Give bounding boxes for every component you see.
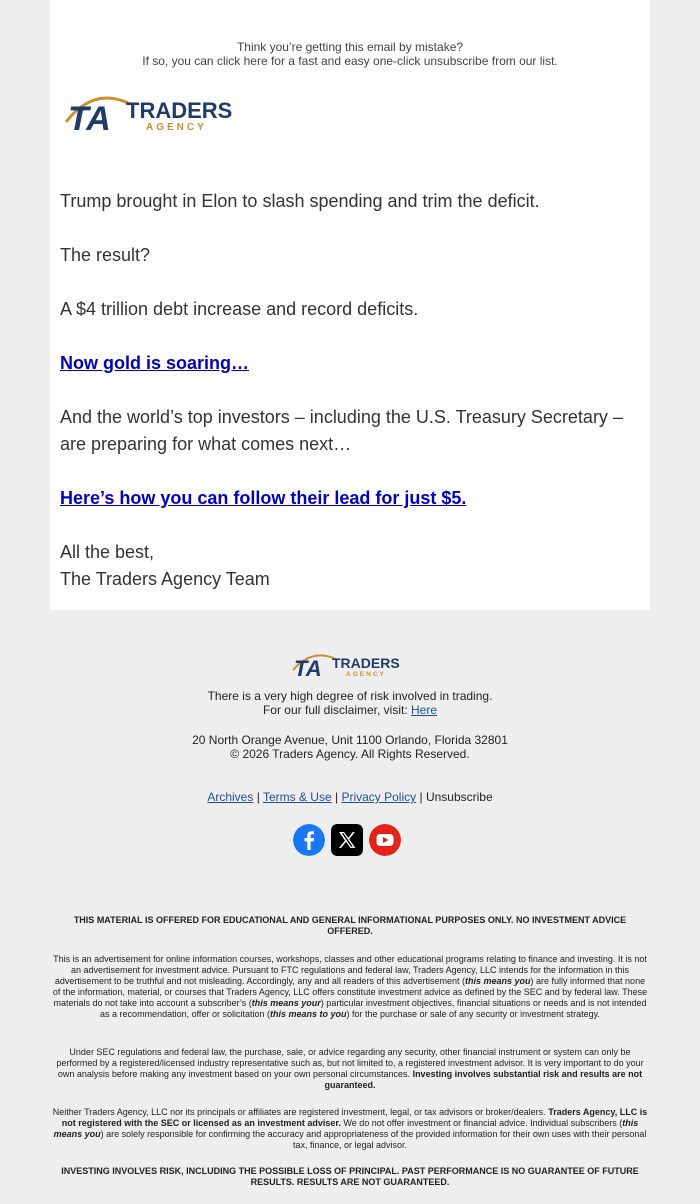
disclaimer-line (0, 703, 700, 717)
footer-logo-subtext: AGENCY (346, 671, 386, 678)
email-paragraph-4 (60, 404, 640, 458)
signoff-line-2: The Traders Agency Team (60, 569, 270, 589)
legal-p2-b: Investing involves substantial risk and results are not guaranteed. (324, 1069, 643, 1090)
legal-p1-e: ) particular investment objectives, financial situations or needs and is not intended as a recommendation, offer or solicitation ( (100, 998, 647, 1019)
footer-address (0, 733, 700, 761)
email-paragraph-2 (60, 242, 640, 269)
risk-text: There is a very high degree of risk involved in trading. (207, 689, 493, 703)
traders-agency-logo[interactable] (64, 90, 244, 138)
legal-paragraph-1 (50, 954, 650, 1020)
email-paragraph-1 (60, 188, 640, 215)
legal-p3-c: We do not offer investment or financial advice. Individual subscribers ( (343, 1118, 623, 1128)
email-paragraph-3 (60, 296, 640, 323)
footer-links (0, 790, 700, 804)
legal-p2-a: Under SEC regulations and federal law, the purchase, sale, or advice regarding any security, other financial instrument or system can only be performed by a registered/licensed industry representative such as, but not limited to, a registered investment advisor. It is very important to do your own analysis before making any investment based on your own personal circumstances. (56, 1047, 644, 1079)
legal-p3-b: Traders Agency, LLC is not registered with the SEC or licensed as an investment adviser. (61, 1107, 648, 1128)
logo-wordmark: TRADERS (126, 98, 233, 123)
footer-logo-wordmark: TRADERS (332, 655, 400, 671)
paragraph-1-text: Trump brought in Elon to slash spending and trim the deficit. (60, 191, 540, 211)
legal-final-text: INVESTING INVOLVES RISK, INCLUDING THE POSSIBLE LOSS OF PRINCIPAL. PAST PERFORMANCE IS NO GUARANTEE OF FUTURE RESULTS. RESULTS ARE NOT GUARANTEED. (61, 1166, 639, 1187)
preheader (50, 40, 650, 68)
paragraph-2-text: The result? (60, 245, 151, 265)
legal-p1-b: this means you (464, 976, 531, 986)
footer-logo[interactable] (292, 650, 410, 680)
legal-heading (50, 915, 650, 937)
logo-subtext: AGENCY (146, 122, 207, 133)
youtube-icon[interactable] (369, 824, 401, 856)
email-link-2-row (60, 485, 640, 512)
preheader-line1: Think you’re getting this email by mistake? (236, 40, 464, 54)
follow-lead-link[interactable]: Here’s how you can follow their lead for just $5. (60, 488, 467, 508)
unsubscribe-link[interactable]: Unsubscribe (425, 790, 493, 804)
legal-p1-c: ) are fully informed that none of the information, material, or courses that Traders Agency, LLC offers constitute investment advice as defined by the SEC and by federal law. These materials do not take into account a subscriber’s ( (52, 976, 648, 1008)
link-separator: | (256, 790, 260, 804)
paragraph-4-text: And the world’s top investors – including the U.S. Treasury Secretary – are preparing for what comes next… (60, 407, 623, 454)
facebook-icon[interactable] (293, 824, 325, 856)
email-link-1-row (60, 350, 640, 377)
archives-link[interactable]: Archives (207, 790, 254, 804)
legal-paragraph-3 (50, 1107, 650, 1151)
x-icon[interactable] (331, 824, 363, 856)
paragraph-3-text: A $4 trillion debt increase and record deficits. (60, 299, 419, 319)
disclaimer-prefix: For our full disclaimer, visit: (262, 703, 408, 717)
link-separator: | (419, 790, 423, 804)
address-text: 20 North Orange Avenue, Unit 1100 Orlando, Florida 32801 (192, 733, 508, 747)
email-signoff (60, 539, 640, 593)
legal-p3-a: Neither Traders Agency, LLC nor its principals or affiliates are registered investment, legal, or tax advisors or broker/dealers. (52, 1107, 546, 1117)
legal-p1-g: ) for the purchase or sale of any security or investment strategy. (346, 1009, 600, 1019)
privacy-link[interactable]: Privacy Policy (341, 790, 417, 804)
link-separator: | (334, 790, 339, 804)
logo-monogram: TA (68, 100, 111, 138)
footer-risk (0, 689, 700, 717)
disclaimer-link[interactable]: Here (411, 703, 438, 717)
legal-p1-f: this means to you (269, 1009, 347, 1019)
legal-paragraph-2 (50, 1047, 650, 1091)
legal-heading-text: THIS MATERIAL IS OFFERED FOR EDUCATIONAL AND GENERAL INFORMATIONAL PURPOSES ONLY. NO INVESTMENT ADVICE OFFERED. (73, 915, 627, 936)
legal-p3-d: this means you (53, 1118, 639, 1139)
email-card (50, 0, 650, 610)
gold-soaring-link[interactable]: Now gold is soaring… (60, 353, 250, 373)
legal-p3-e: ) are solely responsible for confirming the accuracy and appropriateness of the provided information for their own uses with their personal tax, finance, or legal advisor. (100, 1129, 647, 1150)
legal-final (50, 1166, 650, 1188)
social-icons (293, 824, 407, 858)
footer-logo-monogram: TA (294, 656, 322, 680)
legal-p1-d: this means your (251, 998, 321, 1008)
terms-link[interactable]: Terms & Use (262, 790, 332, 804)
unsubscribe-preheader-link[interactable]: If so, you can click here for a fast and easy one-click unsubscribe from our list. (142, 54, 558, 68)
copyright-text: © 2026 Traders Agency. All Rights Reserved. (230, 747, 470, 761)
legal-p1-a: This is an advertisement for online information courses, workshops, classes and other educational programs relating to finance and investing. It is not an advertisement for investment advice. Pursuant to FTC regulations and federal law, Traders Agency, LLC intends for the information in this advertisement to be truthful and not misleading. Accordingly, any and all readers of this advertisement ( (53, 954, 647, 986)
signoff-line-1: All the best, (60, 542, 155, 562)
